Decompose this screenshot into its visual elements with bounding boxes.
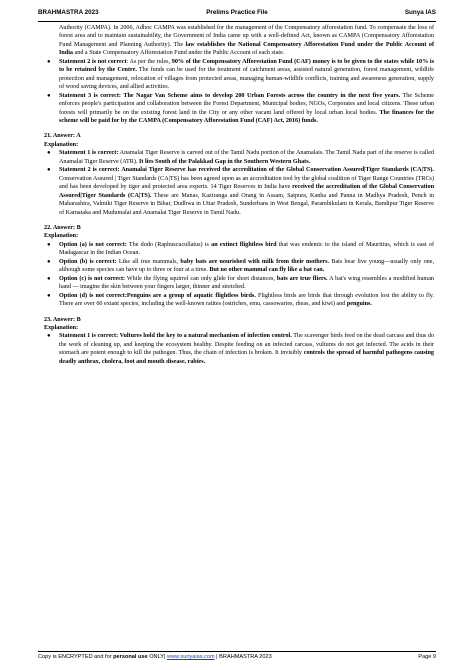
bold-text: controls the spread of harmful pathogens causing deadly anthrax, cholera, foot and mouth disease, rabies. [59, 350, 434, 365]
bold-text: baby bats are nourished with milk from their mothers. [180, 258, 330, 265]
text: Flightless birds are birds that through evolution lost the ability to fly. There are over 60 extant species, including the well-known ratites (ostriches, emu, cassowaries, rheas, and kiwi) and [59, 292, 435, 308]
header-divider [38, 21, 436, 22]
bullet-icon: ● [47, 167, 51, 174]
footer-text: Copy is ENCRYPTED and for [38, 654, 114, 660]
bold-text: law establishes the National Compensatory Afforestation Fund under the Public Account of India [59, 41, 434, 57]
bullet-icon: ● [47, 150, 51, 157]
list-item [44, 292, 434, 309]
text: These are Manas, Kaziranga and Orang in Assam, Satpura, Kanha and Panna in Madhya Pradesh, Pench in Maharashtra, Valmiki Tiger Reserve in Bihar, Dudhwa in Uttar Pradesh, Sunderbans in West Bengal, Parambikulam in Kerala, Bandipur Tiger Reserve of Karnataka and Mudumalai and Anamalai Tiger Reserve in Tamil Nadu. [59, 192, 435, 216]
list-item [44, 275, 434, 292]
text: and a State Compensatory Afforestation Fund under the Public Account of each state. [73, 50, 285, 57]
footer-text: ONLY| [147, 654, 168, 660]
answer-heading: 21. Answer: A [44, 133, 81, 140]
q21-bullet-list [44, 149, 434, 217]
text: that was endemic to the island of Mauritius, which is east of Madagascar in the Indian Ocean. [59, 241, 434, 257]
page-number: Page 9 [418, 654, 436, 660]
bullet-icon: ● [47, 333, 51, 340]
text: The dodo (Raphuscucullatus) is [126, 241, 212, 248]
q20-bullet-list [44, 58, 434, 126]
q23-bullet-list [44, 332, 434, 366]
bold-text: Option (b) is correct: [59, 258, 117, 265]
bold-text: Statement 2 is correct: Anamalai Tiger Reserve has received the accreditation of the Global Conservation Assured|Tiger Standards (CA|TS). [59, 167, 434, 174]
explanation-label: Explanation: [44, 324, 79, 331]
list-item [44, 258, 434, 275]
text: : As per the rules, [126, 58, 172, 65]
text: Authority (CAMPA). In 2006, Adhoc CAMPA was established for the management of the Compensatory afforestation fund. To compensate the loss of forest area and to maintain sustainability, the Government of India came up with a well-defined Act, known as CAMPA (Compensatory Afforestation Fund Management and Planning Authority). The [59, 25, 434, 48]
text: Conservation Assured | Tiger Standards (CA|TS) has been agreed upon as an accreditation tool by the global coalition of Tiger Range Countries (TRCs) and has been developed by tiger and protected area experts. 14 Tiger Reserves in India have [59, 175, 434, 191]
bold-text: Statement 2 is not correct [59, 58, 127, 65]
bold-text: an extinct flightless bird [211, 241, 277, 248]
answer-heading: 22. Answer: B [44, 224, 81, 231]
list-item [44, 92, 434, 126]
text: The scavenger birds feed on the dead carcass and thus do the work of cleaning up, and keeping the ecosystem healthy. Despite feeding on an infected carcass, vultures do not get infected. The acids in their stomach are potent enough to kill the pathogen. Thus, the chain of infection is broken. It invisibly [59, 333, 434, 357]
bullet-icon: ● [47, 258, 51, 265]
explanation-label: Explanation: [44, 233, 79, 240]
explanation-label: Explanation: [44, 141, 79, 148]
intro-paragraph [44, 24, 434, 58]
list-item [44, 58, 434, 92]
text: A bat's wing resembles a modified human hand — imagine the skin between your fingers larger, thinner and stretched. [59, 275, 434, 291]
footer-left [38, 654, 272, 660]
bullet-icon: ● [47, 58, 51, 65]
bullet-icon: ● [47, 292, 51, 299]
header-left: BRAHMASTRA 2023 [38, 9, 99, 16]
list-item [44, 166, 434, 217]
header-right: Sunya IAS [404, 9, 436, 16]
list-item [44, 149, 434, 166]
bullet-icon: ● [47, 92, 51, 99]
footer-bold-text: personal use [113, 654, 148, 660]
page-content [44, 24, 434, 366]
bold-text: Option (d) is not correct:Penguins are a group of aquatic flightless birds. [59, 292, 256, 299]
page-header [38, 6, 436, 18]
answer-heading: 23. Answer: B [44, 316, 81, 323]
bold-text: Statement 1 is correct: Vultures hold the key to a natural mechanism of infection control. [59, 333, 292, 340]
bold-text: It lies South of the Palakkad Gap in the Southern Western Ghats. [138, 158, 311, 165]
list-item [44, 241, 434, 258]
bold-text: The finances for the scheme will be paid for by the CAMPA (Compensatory Afforestation Fund (CAF) Act, 2016) funds. [59, 109, 434, 124]
bullet-icon: ● [47, 241, 51, 248]
header-center: Prelims Practice File [206, 9, 268, 16]
text: Bats bear live young—usually only one, although some species can have up to three or four at a time. [59, 258, 435, 274]
text: Like all true mammals, [116, 258, 181, 265]
bullet-icon: ● [47, 275, 51, 282]
footer-divider [38, 651, 436, 652]
bold-text: Option (c) is not correct: [59, 275, 126, 282]
bold-text: bats are true fliers. [276, 275, 328, 282]
text: Anamalai Tiger Reserve is carved out of the Tamil Nadu portion of the Anamalais. The Tamil Nadu part of the reserve is called Anamalai Tiger Reserve (ATR). [59, 150, 435, 165]
bold-text: 90% of the Compensatory Afforestation Fund (CAF) money is to be given to the states while 10% is to be retained by the Centre. [59, 58, 434, 74]
bold-text: Statement 3 is correct: The Nagar Van Scheme aims to develop 200 Urban Forests across the country in the next five years. [59, 92, 401, 99]
bold-text: Statement 1 is correct: [59, 150, 119, 157]
website-link[interactable]: www.sunyaias.com [167, 654, 215, 660]
bold-text: received the accreditation of the Global Conservation Assured|Tiger Standards (CA|TS). [59, 184, 434, 199]
q22-bullet-list [44, 241, 434, 309]
text: The funds can be used for the treatment of catchment areas, assisted natural generation, forest management, wildlife protection and management, relocation of villages from protected areas, managing human-wildlife conflicts, training and awareness generation, supply of wood saving devices, and allied activities. [59, 67, 434, 91]
text: While the flying squirrel can only glide for short distances, [125, 275, 277, 282]
text: The Scheme enforces people's participation and collaboration between the Forest Department, Municipal bodies, NGOs, Corporates and local citizens. These urban forests will primarily be on the existing forest land in the City or any other vacant land offered by local urban local bodies. [59, 92, 434, 116]
footer-text: | BRAHMASTRA 2023 [214, 654, 272, 660]
bold-text: But no other mammal can fly like a bat can. [209, 267, 325, 274]
bold-text: penguins. [346, 301, 372, 308]
bold-text: Option (a) is not correct: [59, 241, 127, 248]
list-item [44, 332, 434, 366]
